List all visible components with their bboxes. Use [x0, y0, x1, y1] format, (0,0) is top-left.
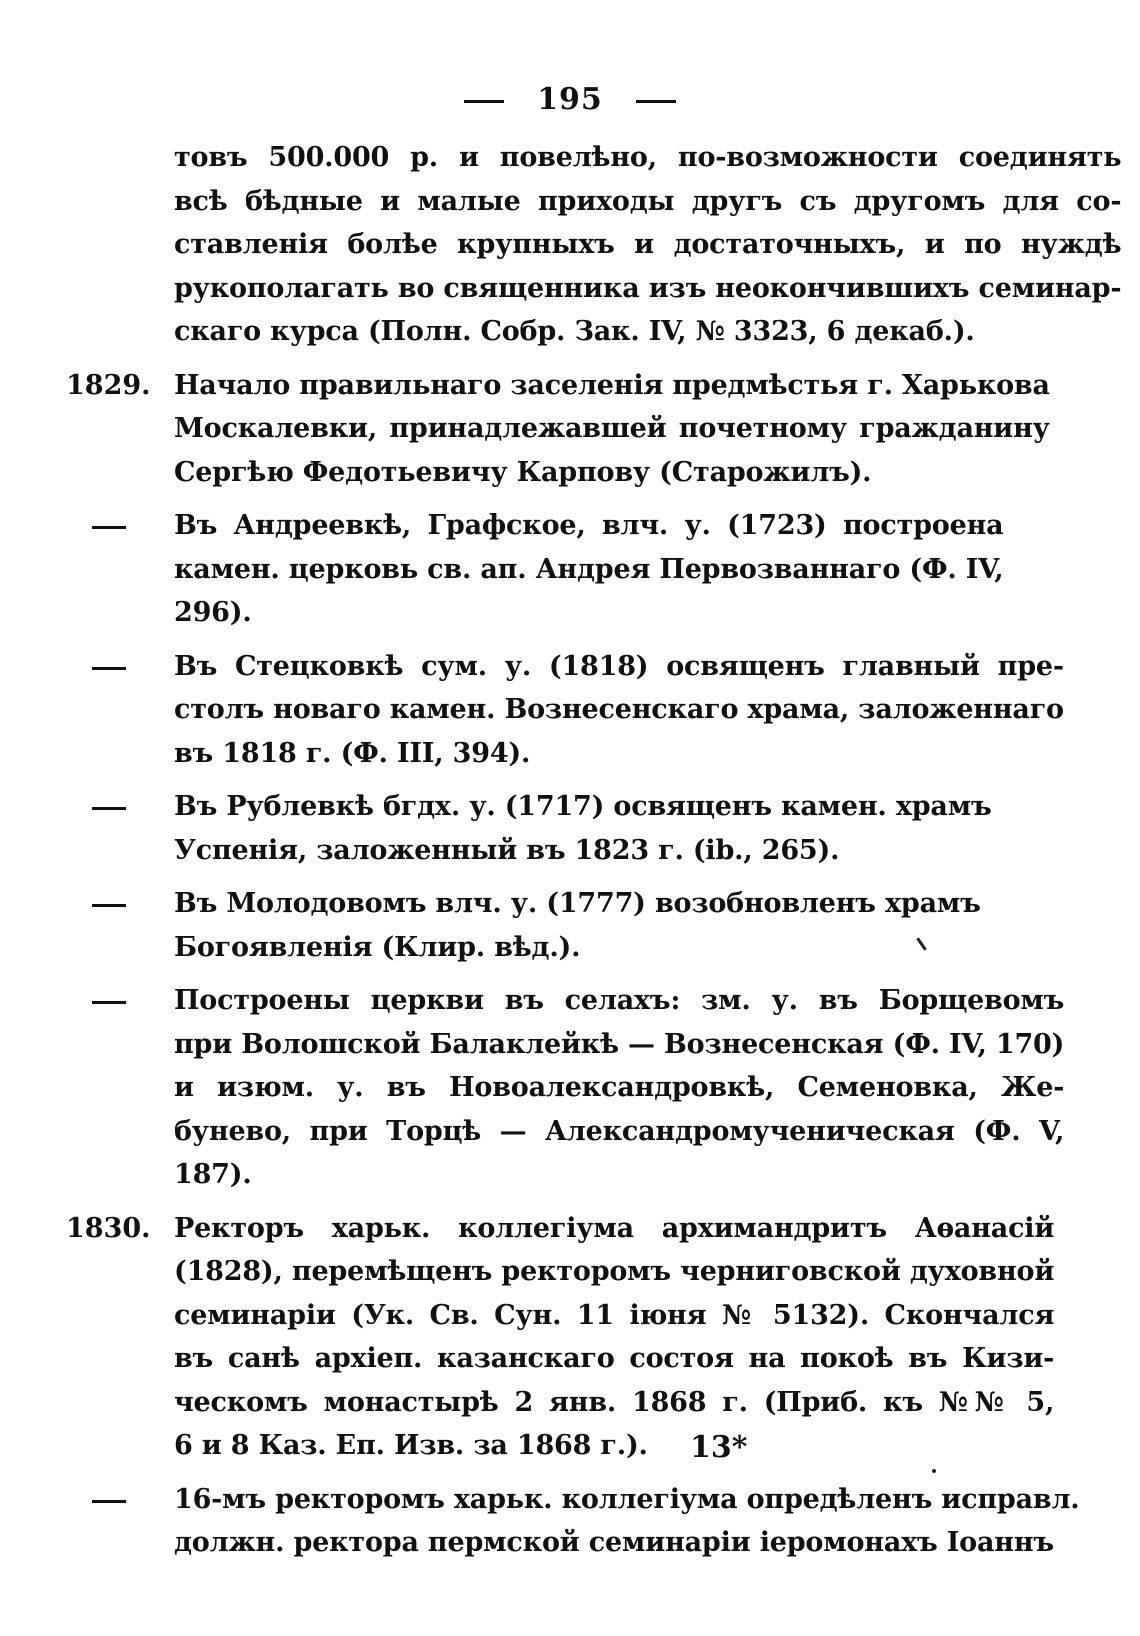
entry-dash-marker [66, 645, 174, 776]
text-line: Ректоръ харьк. коллегіума архимандритъ Аѳанасій [174, 1212, 1055, 1244]
text-line: Успенія, заложенный въ 1823 г. (ib., 265). [174, 834, 840, 866]
page-header [0, 82, 1140, 117]
text-line: Въ Рублевкѣ бгдх. у. (1717) освященъ камен. храмъ [174, 791, 992, 822]
entry-text [174, 785, 991, 872]
text-line: при Волошской Балаклейкѣ — Вознесенская (Ф. IV, 170) [174, 1028, 1065, 1060]
body-text [66, 136, 1122, 1575]
header-dash-right [636, 100, 676, 103]
entry-text [174, 136, 1121, 354]
text-line: Въ Молодовомъ влч. у. (1777) возобновленъ храмъ [174, 888, 981, 919]
entry-year: 1830. [66, 1212, 151, 1244]
text-line: семинаріи (Ук. Св. Сун. 11 іюня № 5132). Скончался [174, 1299, 1055, 1331]
text-line: столъ новаго камен. Вознесенскаго храма, заложеннаго [174, 694, 1064, 725]
text-line: рукополагать во священника изъ неокончившихъ семинар- [174, 272, 1122, 304]
text-line: (1828), перемѣщенъ ректоромъ черниговской духовной [174, 1256, 1055, 1287]
text-line: Построены церкви въ селахъ: зм. у. въ Борщевомъ [174, 985, 1065, 1016]
text-line: товъ 500.000 р. и повелѣно, по-возможности соединять [174, 142, 1122, 173]
entry-dash-marker [66, 504, 174, 635]
page-number: 195 [537, 82, 603, 117]
text-line: бунево, при Торцѣ — Александромученическая (Ф. V, [174, 1115, 1065, 1147]
entry [66, 979, 1065, 1197]
text-line: Москалевки, принадлежавшей почетному гражданину [174, 413, 1050, 444]
header-dash-left [464, 100, 504, 103]
text-line: 187). [174, 1159, 252, 1190]
entry-text [174, 645, 1064, 776]
text-line: Богоявленія (Клир. вѣд.). [174, 931, 581, 963]
text-line: 16-мъ ректоромъ харьк. коллегіума опредѣленъ исправл. [174, 1483, 1080, 1515]
text-line: въ 1818 г. (Ф. III, 394). [174, 737, 531, 769]
signature-mark: 13* [690, 1430, 748, 1465]
text-line: скаго курса (Полн. Собр. Зак. IV, № 3323, 6 декаб.). [174, 316, 975, 347]
text-line: ческомъ монастырѣ 2 янв. 1868 г. (Приб. къ №№ 5, [174, 1386, 1055, 1418]
entry-year [66, 136, 174, 354]
text-line: Въ Андреевкѣ, Графское, влч. у. (1723) построена [174, 510, 1004, 541]
text-line: 296). [174, 597, 252, 628]
entry [66, 785, 992, 872]
text-line: Начало правильнаго заселенія предмѣстья г. Харькова [174, 369, 1050, 401]
entry [66, 882, 981, 969]
entry-text [174, 1478, 1079, 1565]
text-line: ставленія болѣе крупныхъ и достаточныхъ, и по нуждѣ [174, 229, 1122, 260]
entry-dash-marker [66, 785, 174, 872]
entry [66, 645, 1064, 776]
entry-text [174, 882, 981, 969]
entry-text [174, 1207, 1054, 1468]
entry-dash-marker [66, 979, 174, 1197]
text-line: и изюм. у. въ Новоалександровкѣ, Семеновка, Же- [174, 1072, 1065, 1103]
text-line: Въ Стецковкѣ сум. у. (1818) освященъ главный пре- [174, 650, 1064, 682]
text-line: 6 и 8 Каз. Еп. Изв. за 1868 г.). [174, 1430, 648, 1461]
entry-year: 1829. [66, 369, 151, 401]
entry-text [174, 979, 1064, 1197]
entry-dash-marker [66, 1478, 174, 1565]
entry [66, 504, 1004, 635]
entry [66, 1478, 1080, 1565]
entry-text [174, 364, 1050, 495]
text-line: въ санѣ архіеп. казанскаго состоя на покоѣ въ Кизи- [174, 1343, 1055, 1374]
text-line: Сергѣю Федотьевичу Карпову (Старожилъ). [174, 456, 872, 488]
text-line: всѣ бѣдные и малые приходы другъ съ другомъ для со- [174, 185, 1122, 217]
entry [66, 364, 1050, 495]
text-line: должн. ректора пермской семинаріи іеромонахъ Іоаннъ [174, 1527, 1054, 1558]
scan-speck [932, 1469, 936, 1473]
entry-dash-marker [66, 882, 174, 969]
entry [66, 136, 1122, 354]
entry [66, 1207, 1055, 1468]
text-line: камен. церковь св. ап. Андрея Первозваннаго (Ф. IV, [174, 553, 1004, 585]
entry-text [174, 504, 1003, 635]
